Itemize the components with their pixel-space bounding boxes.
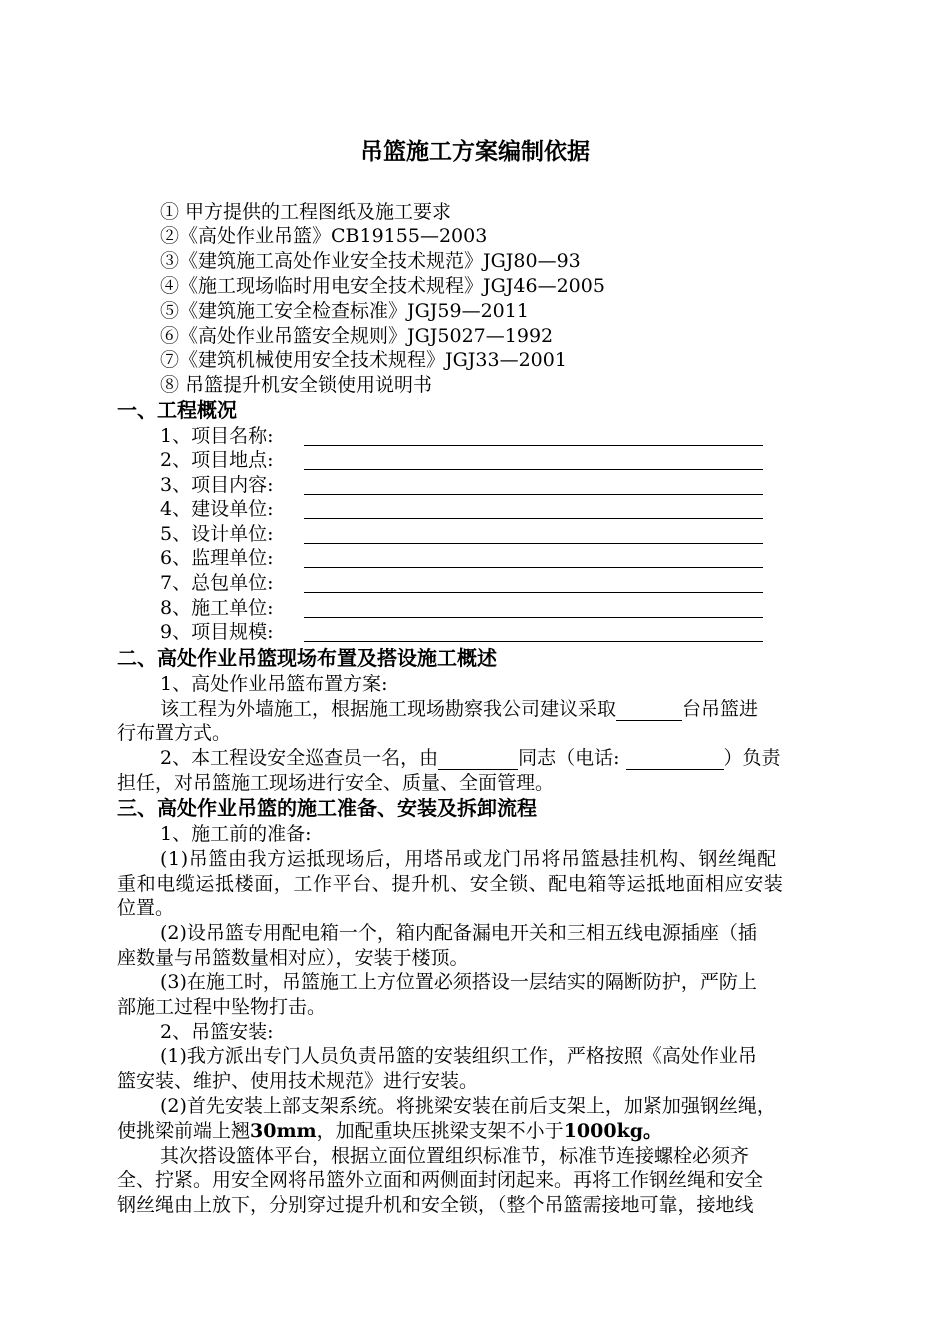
fill-in-blank <box>304 469 763 470</box>
paragraph-line: (1)我方派出专门人员负责吊篮的安装组织工作，严格按照《高处作业吊 <box>160 1045 757 1067</box>
paragraph-line <box>160 746 781 770</box>
paragraph-line: 担任，对吊篮施工现场进行安全、质量、全面管理。 <box>117 772 555 794</box>
section-heading-process: 三、高处作业吊篮的施工准备、安装及拆卸流程 <box>117 796 537 820</box>
fill-in-blank <box>304 641 763 642</box>
fill-in-blank <box>626 749 724 770</box>
overview-item-label: 2、项目地点: <box>160 449 274 471</box>
page-title: 吊篮施工方案编制依据 <box>360 139 590 165</box>
overview-item-label: 4、建设单位: <box>160 498 274 520</box>
section-heading-overview: 一、工程概况 <box>117 398 237 422</box>
paragraph-line: 全、拧紧。用安全网将吊篮外立面和两侧面封闭起来。再将工作钢丝绳和安全 <box>117 1169 764 1191</box>
paragraph-line: 篮安装、维护、使用技术规范》进行安装。 <box>117 1070 479 1092</box>
text: 2、本工程设安全巡查员一名，由 <box>160 747 439 769</box>
fill-in-blank <box>304 592 763 593</box>
overview-item-label: 8、施工单位: <box>160 597 274 619</box>
overview-item-label: 5、设计单位: <box>160 523 274 545</box>
value-bold: 1000kg。 <box>563 1120 663 1142</box>
text: ）负责 <box>723 747 781 769</box>
fill-in-blank <box>616 700 682 721</box>
subheading: 2、吊篮安装: <box>160 1021 274 1043</box>
paragraph-line: (1)吊篮由我方运抵现场后，用塔吊或龙门吊将吊篮悬挂机构、钢丝绳配 <box>160 848 777 870</box>
fill-in-blank <box>304 518 763 519</box>
value-bold: 30mm <box>250 1120 317 1142</box>
overview-item-label: 1、项目名称: <box>160 425 274 447</box>
fill-in-blank <box>438 749 518 770</box>
reference-item: ③《建筑施工高处作业安全技术规范》JGJ80—93 <box>160 250 581 272</box>
paragraph-line: 行布置方式。 <box>117 722 232 744</box>
paragraph-line: 重和电缆运抵楼面，工作平台、提升机、安全锁、配电箱等运抵地面相应安装 <box>117 873 784 895</box>
paragraph-line: 部施工过程中坠物打击。 <box>117 996 327 1018</box>
paragraph-line: (3)在施工时，吊篮施工上方位置必须搭设一层结实的隔断防护，严防上 <box>160 971 757 993</box>
subheading: 1、高处作业吊篮布置方案: <box>160 673 388 695</box>
overview-item-label: 9、项目规模: <box>160 621 274 643</box>
text: ，加配重块压挑梁支架不小于 <box>316 1120 564 1142</box>
reference-item: ④《施工现场临时用电安全技术规程》JGJ46—2005 <box>160 275 605 297</box>
overview-item-label: 3、项目内容: <box>160 474 274 496</box>
section-heading-layout: 二、高处作业吊篮现场布置及搭设施工概述 <box>117 646 497 670</box>
paragraph-line: 其次搭设篮体平台，根据立面位置组织标准节，标准节连接螺栓必须齐 <box>160 1145 750 1167</box>
paragraph-line: (2)设吊篮专用配电箱一个，箱内配备漏电开关和三相五线电源插座（插 <box>160 922 757 944</box>
text: 该工程为外墙施工，根据施工现场勘察我公司建议采取 <box>160 698 617 720</box>
reference-item: ⑦《建筑机械使用安全技术规程》JGJ33—2001 <box>160 349 567 371</box>
text: 使挑梁前端上翘 <box>117 1120 251 1142</box>
overview-item-label: 7、总包单位: <box>160 572 274 594</box>
text: 同志（电话: <box>518 747 620 769</box>
fill-in-blank <box>304 445 763 446</box>
reference-item: ⑥《高处作业吊篮安全规则》JGJ5027—1992 <box>160 325 554 347</box>
subheading: 1、施工前的准备: <box>160 823 312 845</box>
paragraph-line: (2)首先安装上部支架系统。将挑梁安装在前后支架上，加紧加强钢丝绳， <box>160 1095 776 1117</box>
fill-in-blank <box>304 543 763 544</box>
reference-item: ① 甲方提供的工程图纸及施工要求 <box>160 201 452 223</box>
reference-item: ⑤《建筑施工安全检查标准》JGJ59—2011 <box>160 300 529 322</box>
reference-item: ②《高处作业吊篮》CB19155—2003 <box>160 225 488 247</box>
paragraph-line: 钢丝绳由上放下，分别穿过提升机和安全锁，（整个吊篮需接地可靠，接地线 <box>117 1194 754 1216</box>
paragraph-line: 位置。 <box>117 897 175 919</box>
paragraph-line <box>117 1119 662 1143</box>
text: 台吊篮进 <box>682 698 759 720</box>
fill-in-blank <box>304 617 763 618</box>
reference-item: ⑧ 吊篮提升机安全锁使用说明书 <box>160 374 433 396</box>
paragraph-line <box>160 697 758 721</box>
overview-item-label: 6、监理单位: <box>160 547 274 569</box>
fill-in-blank <box>304 494 763 495</box>
fill-in-blank <box>304 567 763 568</box>
paragraph-line: 座数量与吊篮数量相对应），安装于楼顶。 <box>117 947 469 969</box>
